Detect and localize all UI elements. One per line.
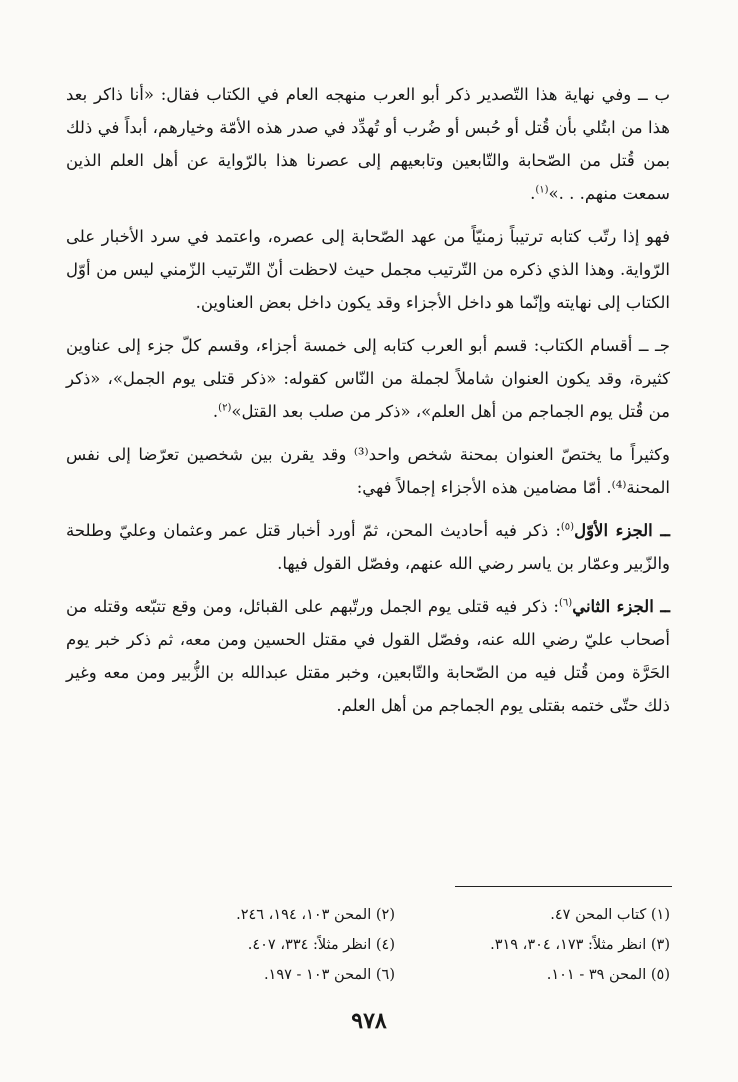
paragraph-text: فهو إذا رتّب كتابه ترتيباً زمنيّاً من عهد الصّحابة إلى عصره، واعتمد في سرد الأخبار على الرّواية. وهذا الذي ذكره من التّرتيب مجمل حيث لاحظت أنّ التّرتيب الزّمني ليس من أوّل الكتاب إلى نهايته وإنّما هو داخل الأجزاء وقد يكون داخل بعض العناوين. xyxy=(66,227,670,312)
paragraph-method xyxy=(66,78,670,210)
part-heading: ــ الجزء الأوّل xyxy=(574,521,670,540)
paragraph-text: وكثيراً ما يختصّ العنوان بمحنة شخص واحد⁽³⁾ وقد يقرن بين شخصين تعرّضا إلى نفس المحنة⁽⁴⁾. أمّا مضامين هذه الأجزاء إجمالاً فهي: xyxy=(66,445,670,497)
paragraph-contents-intro xyxy=(66,438,670,504)
paragraph-text: ب ــ وفي نهاية هذا التّصدير ذكر أبو العرب منهجه العام في الكتاب فقال: «أنا ذاكر بعد هذا من ابتُلي بأن قُتل أو حُبس أو ضُرب أو تُهدِّد في صدر هذه الأمّة وخيارهم، أبداً في ذلك بمن قُتل من الصّحابة والتّابعين وتابعيهم إلى عصرنا هذا بالرّواية عن أهل العلم الذين سمعت منهم. . .» xyxy=(66,85,670,203)
paragraph-part-one xyxy=(66,514,670,580)
paragraph-text: : ذكر فيه قتلى يوم الجمل ورتّبهم على القبائل، ومن وقع تتبّعه وقتله من أصحاب عليّ رضي الله عنه، وفصّل القول في مقتل الحسين ومن معه، ثم ذكر خبر يوم الحَرَّة ومن قُتل فيه من الصّحابة والتّابعين، وخبر مقتل عبدالله بن الزُّبير ومن معه وغير ذلك حتّى ختمه بقتلى يوم الجماجم من أهل العلم. xyxy=(66,597,670,715)
footnote-ref: (٢) xyxy=(218,402,232,414)
paragraph-chronology xyxy=(66,220,670,319)
main-text xyxy=(66,78,670,732)
paragraph-tail: . xyxy=(530,184,536,203)
part-heading: ــ الجزء الثاني xyxy=(572,597,670,616)
footnote-divider xyxy=(455,886,672,887)
footnote: (٥) المحن ٣٩ - ١٠١. xyxy=(546,967,670,983)
footnote: (٤) انظر مثلاً: ٣٣٤، ٤٠٧. xyxy=(247,937,395,953)
paragraph-part-two xyxy=(66,590,670,722)
paragraph-sections xyxy=(66,329,670,428)
footnote: (١) كتاب المحن ٤٧. xyxy=(550,907,670,923)
footnote-ref: (٥) xyxy=(560,521,575,533)
page-number: ٩٧٨ xyxy=(351,1008,387,1034)
footnotes xyxy=(140,900,670,990)
footnote-ref: (١) xyxy=(535,184,549,196)
footnote: (٣) انظر مثلاً: ١٧٣، ٣٠٤، ٣١٩. xyxy=(490,937,670,953)
paragraph-text: : ذكر فيه أحاديث المحن، ثمّ أورد أخبار قتل عمر وعثمان وعليّ وطلحة والزّبير وعمّار بن ياسر رضي الله عنهم، وفصّل القول فيها. xyxy=(66,521,670,573)
footnote: (٢) المحن ١٠٣، ١٩٤، ٢٤٦. xyxy=(236,907,395,923)
paragraph-tail: . xyxy=(212,402,219,421)
footnote: (٦) المحن ١٠٣ - ١٩٧. xyxy=(263,967,395,983)
paragraph-text: جـ ــ أقسام الكتاب: قسم أبو العرب كتابه إلى خمسة أجزاء، وقسم كلّ جزء إلى عناوين كثيرة، وقد يكون العنوان شاملاً لجملة من النّاس كقوله: «ذكر قتلى يوم الجمل»، «ذكر من قُتل يوم الجماجم من أهل العلم»، «ذكر من صلب بعد القتل» xyxy=(66,336,670,421)
footnote-ref: (٦) xyxy=(559,597,573,609)
